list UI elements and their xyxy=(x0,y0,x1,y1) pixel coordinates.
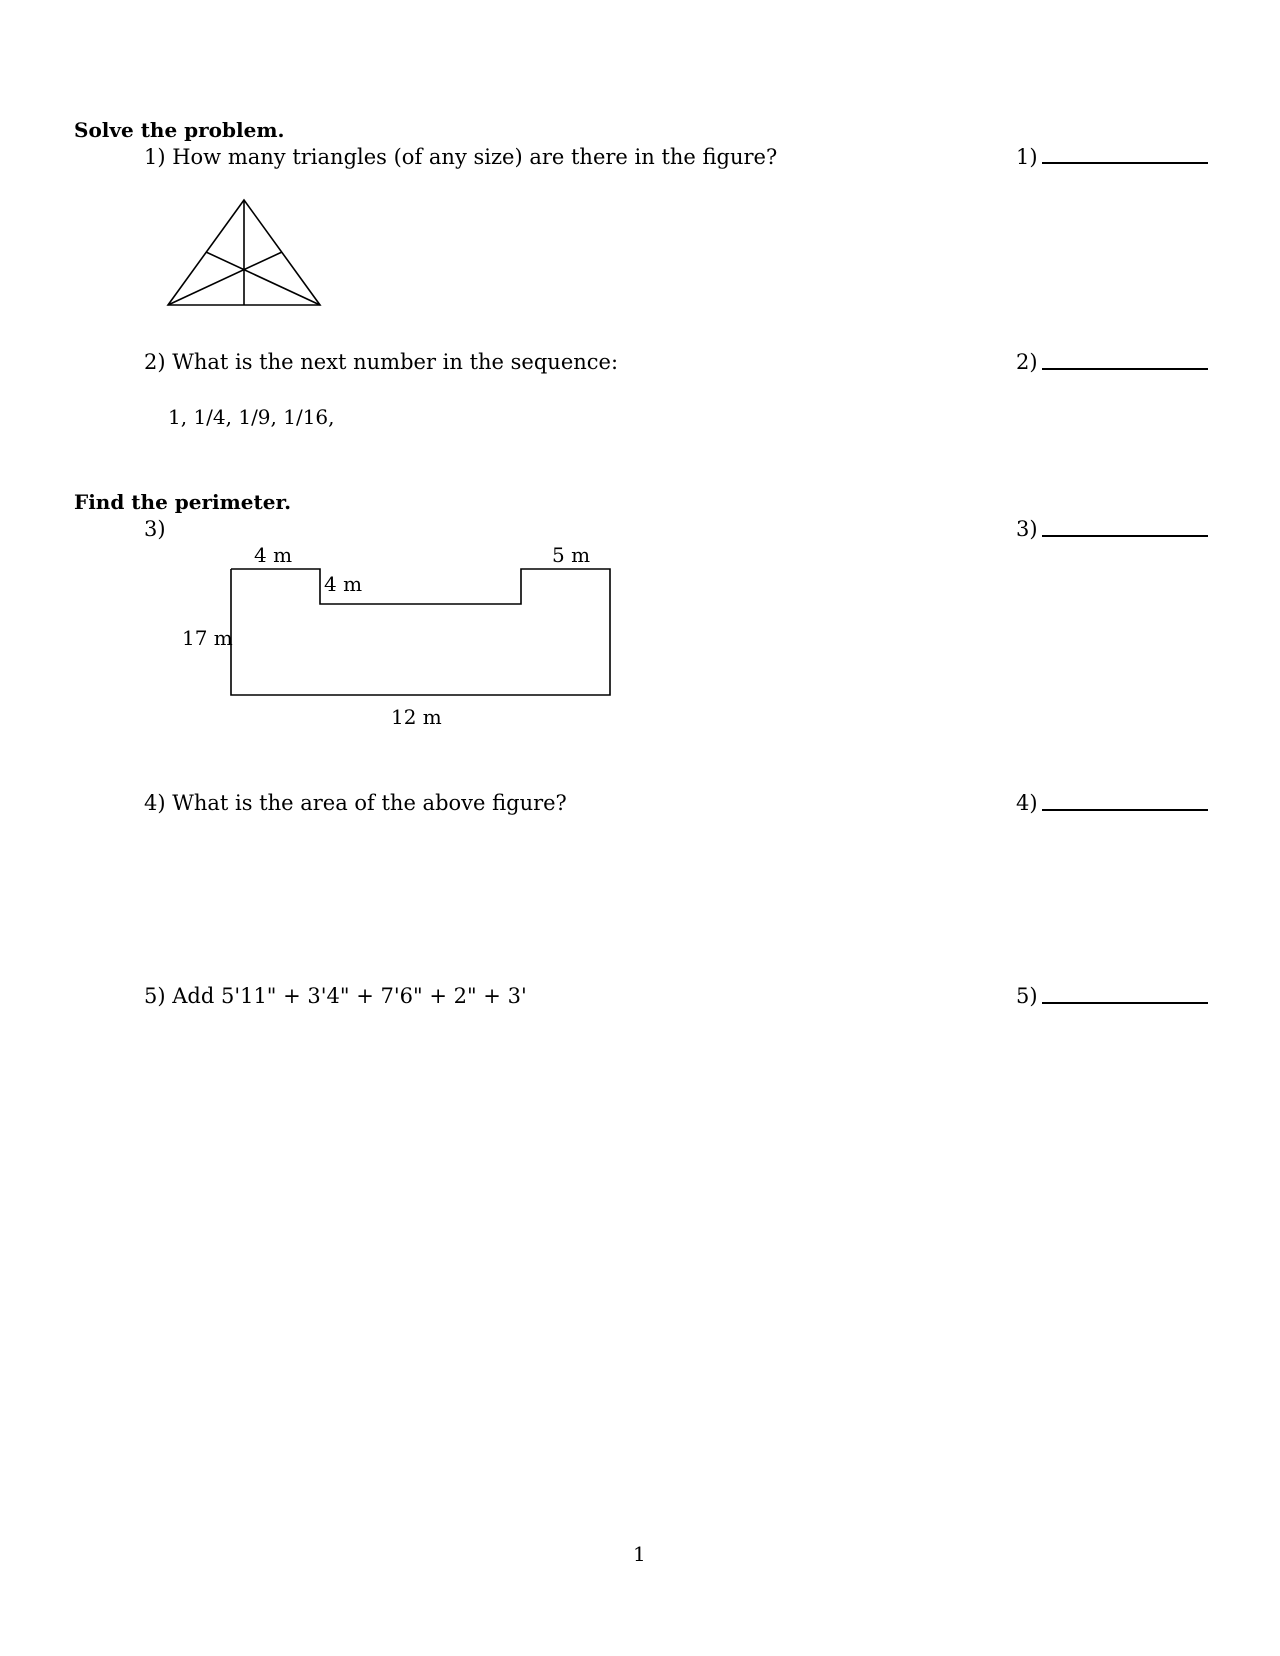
question-2-text: 2) What is the next number in the sequence: xyxy=(144,350,619,374)
answer-label-5: 5) xyxy=(1016,984,1038,1008)
question-4-text: 4) What is the area of the above figure? xyxy=(144,791,567,815)
question-5-text: 5) Add 5'11" + 3'4" + 7'6" + 2" + 3' xyxy=(144,984,527,1008)
answer-line-1[interactable] xyxy=(1042,162,1208,164)
answer-line-5[interactable] xyxy=(1042,1002,1208,1004)
triangle-median-left xyxy=(168,252,282,305)
answer-line-2[interactable] xyxy=(1042,368,1208,370)
question-3-text: 3) xyxy=(144,517,166,541)
answer-label-1: 1) xyxy=(1016,145,1038,169)
label-notch: 4 m xyxy=(324,572,363,596)
section-heading-solve: Solve the problem. xyxy=(74,118,285,142)
triangle-figure xyxy=(160,195,330,310)
triangle-median-right xyxy=(206,252,320,305)
answer-line-3[interactable] xyxy=(1042,535,1208,537)
answer-label-3: 3) xyxy=(1016,517,1038,541)
answer-label-4: 4) xyxy=(1016,791,1038,815)
label-top-right: 5 m xyxy=(552,543,591,567)
answer-label-2: 2) xyxy=(1016,350,1038,374)
label-left: 17 m xyxy=(182,626,233,650)
question-1-text: 1) How many triangles (of any size) are there in the figure? xyxy=(144,145,778,169)
label-bottom: 12 m xyxy=(391,705,442,729)
perimeter-figure xyxy=(220,560,620,700)
section-heading-perimeter: Find the perimeter. xyxy=(74,490,292,514)
perimeter-shape-outline xyxy=(231,569,610,695)
page-number: 1 xyxy=(633,1542,646,1566)
sequence-text: 1, 1/4, 1/9, 1/16, xyxy=(168,405,335,429)
answer-line-4[interactable] xyxy=(1042,809,1208,811)
label-top-left: 4 m xyxy=(254,543,293,567)
